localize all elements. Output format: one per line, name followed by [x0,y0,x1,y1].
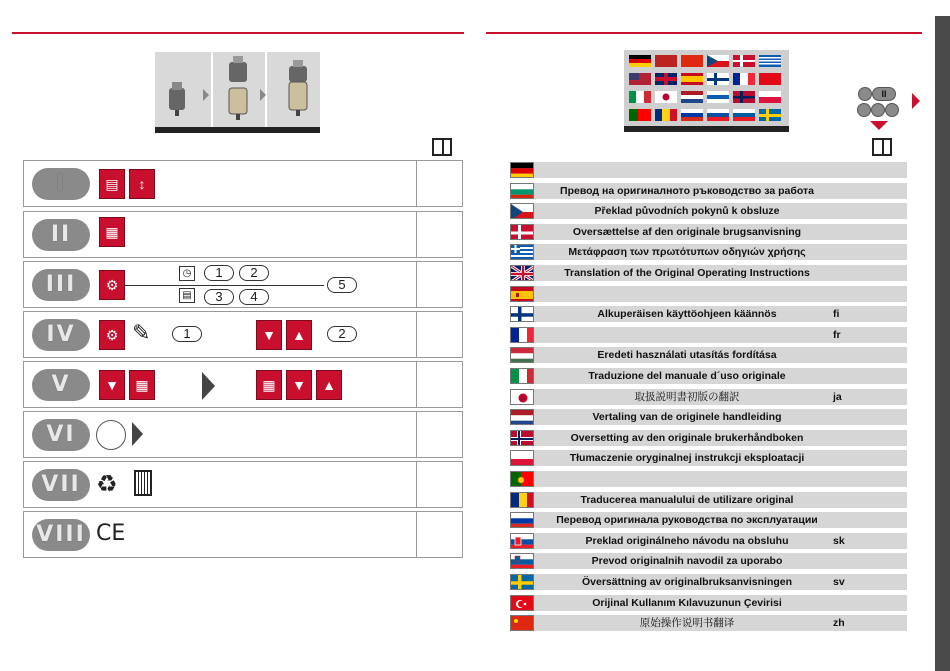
flag-no-icon [510,430,534,446]
activation-icon: ▼ [286,370,312,400]
language-title-text: Eredeti használati utasítás fordítása [597,349,777,362]
flag-it-icon [510,368,534,384]
recycle-icon: ♻ [96,471,118,498]
flag-jp-icon [510,389,534,405]
step-4-label: 4 [239,289,269,305]
language-row [510,203,907,219]
step-5-label: 5 [327,277,357,293]
column-divider [416,161,417,206]
column-divider [416,512,417,557]
language-row [510,574,907,590]
empty-circle-icon [96,420,126,450]
right-header-line [486,32,922,34]
flag-pl-icon [510,450,534,466]
chapter-row-v [23,361,463,408]
unit-exchange-icon: ▦ [99,217,125,247]
language-title-text: Превод на оригиналното ръководство за работа [560,184,814,197]
chapter-number: VII [41,472,81,497]
installation-icon: ⚙ [99,270,125,300]
chapter-roman-numeral [32,369,90,401]
flag-hu-icon [510,347,534,363]
chapter-number: V [51,372,71,397]
left-header-line [12,32,464,34]
chapter-number: II [50,222,72,247]
language-title-text [537,286,837,302]
red-arrow-down-icon [870,121,888,130]
language-title-text [537,471,837,487]
flags-illustration [624,50,789,132]
language-code: zh [833,617,845,630]
step-2-label: 2 [239,265,269,281]
column-divider [416,362,417,407]
product-illustration [155,52,320,133]
step-3-label: 3 [204,289,234,305]
manual-mini-icon: ▤ [179,288,195,303]
language-row [510,389,907,405]
language-row [510,224,907,240]
language-row [510,471,907,487]
language-title-text: 取扱説明書初版の翻訳 [634,390,740,403]
grease-gun-icon: ✎ [132,320,151,345]
read-manual-icon: ▤ [99,169,125,199]
chapter-roman-numeral [32,219,90,251]
language-title-text: 原始操作说明书翻译 [639,617,735,630]
chapter-roman-numeral [32,168,90,200]
language-row [510,347,907,363]
flag-gb-icon [510,265,534,281]
side-tab-top [935,0,950,16]
unit-exchange-icon: ▦ [129,370,155,400]
manual-book-icon [432,138,452,156]
language-title-text: Preklad originálneho návodu na obsluhu [585,534,789,547]
flag-si-icon [510,553,534,569]
chapter-row-iii [23,261,463,308]
flag-se-icon [510,574,534,590]
flag-ru-icon [510,512,534,528]
column-divider [416,262,417,307]
flag-cn-icon [510,615,534,631]
language-title-text: Orijinal Kullanım Kılavuzunun Çevirisi [592,596,782,609]
language-title-text: Prevod originalnih navodil za uporabo [591,555,783,568]
language-row [510,183,907,199]
chapter-row-vii [23,461,463,508]
chapter-roman-numeral [32,419,90,451]
waste-bin-icon [134,470,152,496]
flag-bg-icon [510,183,534,199]
step-2-label: 2 [327,326,357,342]
language-code: fi [833,308,840,321]
language-row [510,162,907,178]
column-divider [416,312,417,357]
flag-pt-icon [510,471,534,487]
language-title-text: Μετάφραση των πρωτότυπων οδηγιών χρήσης [568,246,806,259]
language-title-text [537,162,837,178]
language-row [510,286,907,302]
indicator-dot [857,103,871,117]
indicator-dot [858,87,872,101]
flag-fr-icon [510,327,534,343]
language-title-text: Oversetting av den originale brukerhåndboken [570,431,804,444]
language-row [510,409,907,425]
chapter-number: VI [46,422,76,447]
chapter-row-viii [23,511,463,558]
step-1-label: 1 [204,265,234,281]
separator-line [124,285,324,286]
chapter-roman-numeral [32,469,90,501]
language-title-text: Traduzione del manuale d´uso originale [588,370,786,382]
dispense-icon: ▲ [286,320,312,350]
flag-cz-icon [510,203,534,219]
indicator-dot [885,103,899,117]
chapter-roman-numeral [32,269,90,301]
language-code: fr [833,328,841,341]
arrow-right-icon [132,422,143,446]
chapter-roman-numeral [32,519,90,551]
flag-sk-icon [510,533,534,549]
language-title-text: Vertaling van de originele handleiding [592,411,782,424]
language-title-text: Translation of the Original Operating Instructions [564,267,810,279]
timer-icon: ◷ [179,266,195,281]
language-row [510,615,907,631]
language-row [510,533,907,549]
language-title-text: Alkuperäisen käyttöohjeen käännös [597,308,777,321]
chapter-row-ii [23,211,463,258]
language-title-text: Översättning av originalbruksanvisningen [581,576,793,588]
unit-exchange-icon: ▦ [256,370,282,400]
language-row [510,306,907,322]
language-code: ja [833,390,842,403]
chapter-number: IV [46,322,76,347]
language-title-text: Překlad původních pokynů k obsluze [594,205,780,218]
language-row [510,512,907,528]
flag-nl-icon [510,409,534,425]
language-row [510,450,907,466]
indicator-dot [871,103,885,117]
column-divider [416,462,417,507]
language-row [510,265,907,281]
chapter-number: III [45,272,77,297]
language-row [510,553,907,569]
flags-grid-image [624,50,789,126]
language-row [510,430,907,446]
flag-dk-icon [510,224,534,240]
flag-de-icon [510,162,534,178]
language-title-text: Oversættelse af den originale brugsanvisning [572,225,802,238]
ce-mark: CE [96,521,126,546]
manual-book-icon [872,138,892,156]
flag-ro-icon [510,492,534,508]
side-tab [935,0,950,671]
language-title-text: Перевод оригинала руководства по эксплуатации [556,514,818,527]
language-row [510,327,907,343]
flag-es-icon [510,286,534,302]
activation-icon: ▼ [256,320,282,350]
chapter-number: VIII [36,522,86,547]
chapter-row-iv [23,311,463,358]
column-divider [416,412,417,457]
chapter-number: I [55,171,67,196]
flag-gr-icon [510,244,534,260]
red-arrow-right-icon [912,93,920,109]
language-row [510,368,907,384]
chapter-row-vi [23,411,463,458]
empty-unit-icon: ▼ [99,370,125,400]
language-title-text [537,327,837,343]
language-title-text: Tłumaczenie oryginalnej instrukcji eksploatacji [569,452,805,465]
temperature-icon: ↕ [129,169,155,199]
chapter-row-i [23,160,463,207]
language-title-text: Traducerea manualului de utilizare original [580,493,794,506]
language-code: sk [833,534,845,547]
language-row [510,595,907,611]
flag-fi-icon [510,306,534,322]
dispense-icon: ▲ [316,370,342,400]
language-row [510,244,907,260]
installation-icon: ⚙ [99,320,125,350]
language-code: sv [833,576,845,588]
flag-tr-icon [510,595,534,611]
column-divider [416,212,417,257]
lubricator-sequence-image [155,52,320,127]
chapter-roman-numeral [32,319,90,351]
language-row [510,492,907,508]
step-1-label: 1 [172,326,202,342]
chapter-indicator-pill: II [872,87,896,101]
arrow-right-icon [202,372,215,400]
